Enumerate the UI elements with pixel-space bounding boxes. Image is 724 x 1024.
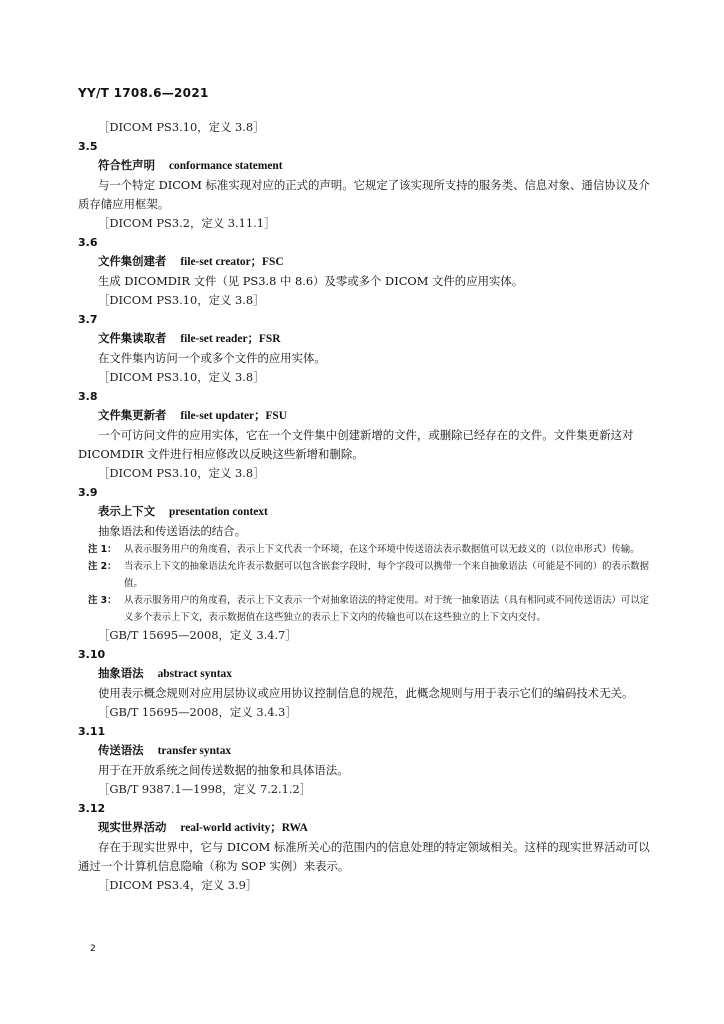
term-en: abstract syntax [157,668,232,680]
term-zh: 表示上下文 [98,504,155,518]
term-zh: 文件集读取者 [98,331,167,345]
note-text: 当表示上下文的抽象语法允许表示数据可以包含嵌套字段时，每个字段可以携带一个来自抽象语法（可能是不同的）的表示数据值。 [124,561,650,589]
source-reference: ［DICOM PS3.4，定义 3.9］ [98,878,258,892]
term-en: file-set creator；FSC [180,256,284,268]
term-heading [78,741,650,761]
term-en: conformance statement [168,160,283,172]
source-reference: ［DICOM PS3.10，定义 3.8］ [98,293,265,307]
clause-number: 3.6 [78,236,98,249]
note-text: 从表示服务用户的角度看，表示上下文代表一个环境，在这个环境中传送语法表示数据值可以无歧义的（以位串形式）传输。 [124,544,640,555]
clause-number: 3.12 [78,802,106,815]
term-heading [78,818,650,838]
term-en: file-set updater；FSU [180,410,287,422]
term-heading [78,156,650,176]
standard-code-header: YY/T 1708.6—2021 [78,86,209,100]
definition-text: 抽象语法和传送语法的结合。 [98,524,247,538]
term-en: file-set reader；FSR [180,333,281,345]
definition-text: 使用表示概念规则对应用层协议或应用协议控制信息的规范，此概念规则与用于表示它们的编码技术无关。 [98,686,634,700]
definition-text: 用于在开放系统之间传送数据的抽象和具体语法。 [98,763,349,777]
note-item [88,541,650,558]
notes-block [78,541,650,626]
term-en: presentation context [168,506,268,518]
source-reference: ［DICOM PS3.10，定义 3.8］ [98,466,265,480]
term-heading [78,664,650,684]
document-body [78,118,650,895]
page-number: 2 [90,944,96,954]
clause-number: 3.11 [78,725,106,738]
definition-text: 与一个特定 DICOM 标准实现对应的正式的声明。它规定了该实现所支持的服务类、信息对象、通信协议及介质存储应用框架。 [78,178,650,211]
definition-text: 在文件集内访问一个或多个文件的应用实体。 [98,351,326,365]
note-label: 注 1： [88,544,117,555]
term-zh: 传送语法 [98,743,144,757]
term-zh: 抽象语法 [98,666,144,680]
definition-text: 生成 DICOMDIR 文件（见 PS3.8 中 8.6）及零或多个 DICOM 文件的应用实体。 [98,274,524,288]
source-reference: ［DICOM PS3.10，定义 3.8］ [98,120,265,134]
clause-number: 3.7 [78,313,98,326]
clause-number: 3.10 [78,648,106,661]
source-reference: ［DICOM PS3.10，定义 3.8］ [98,370,265,384]
note-item [88,592,650,626]
source-reference: ［DICOM PS3.2，定义 3.11.1］ [98,216,276,230]
clause-number: 3.9 [78,486,98,499]
clause-number: 3.5 [78,140,98,153]
term-en: transfer syntax [157,745,232,757]
clause-number: 3.8 [78,390,98,403]
source-reference: ［GB/T 15695—2008，定义 3.4.7］ [98,628,297,642]
definition-text: 一个可访问文件的应用实体，它在一个文件集中创建新增的文件，或删除已经存在的文件。文件集更新这对 DICOMDIR 文件进行相应修改以反映这些新增和删除。 [78,428,634,461]
term-zh: 文件集更新者 [98,408,167,422]
definition-text: 存在于现实世界中，它与 DICOM 标准所关心的范围内的信息处理的特定领域相关。这样的现实世界活动可以通过一个计算机信息隐喻（称为 SOP 实例）来表示。 [78,840,650,873]
source-reference: ［GB/T 9387.1—1998，定义 7.2.1.2］ [98,782,312,796]
term-en: real-world activity；RWA [180,822,308,834]
term-heading [78,502,650,522]
term-zh: 符合性声明 [98,158,155,172]
term-heading [78,406,650,426]
term-zh: 文件集创建者 [98,254,167,268]
note-label: 注 3： [88,595,117,606]
source-reference: ［GB/T 15695—2008，定义 3.4.3］ [98,705,297,719]
note-text: 从表示服务用户的角度看，表示上下文表示一个对抽象语法的特定使用。对于统一抽象语法（具有相同或不同传送语法）可以定义多个表示上下文，表示数据值在这些独立的表示上下文内的传输也可以在这些独立的上下文内交付。 [124,595,650,623]
term-zh: 现实世界活动 [98,820,167,834]
note-item [88,558,650,592]
note-label: 注 2： [88,561,117,572]
term-heading [78,329,650,349]
term-heading [78,252,650,272]
